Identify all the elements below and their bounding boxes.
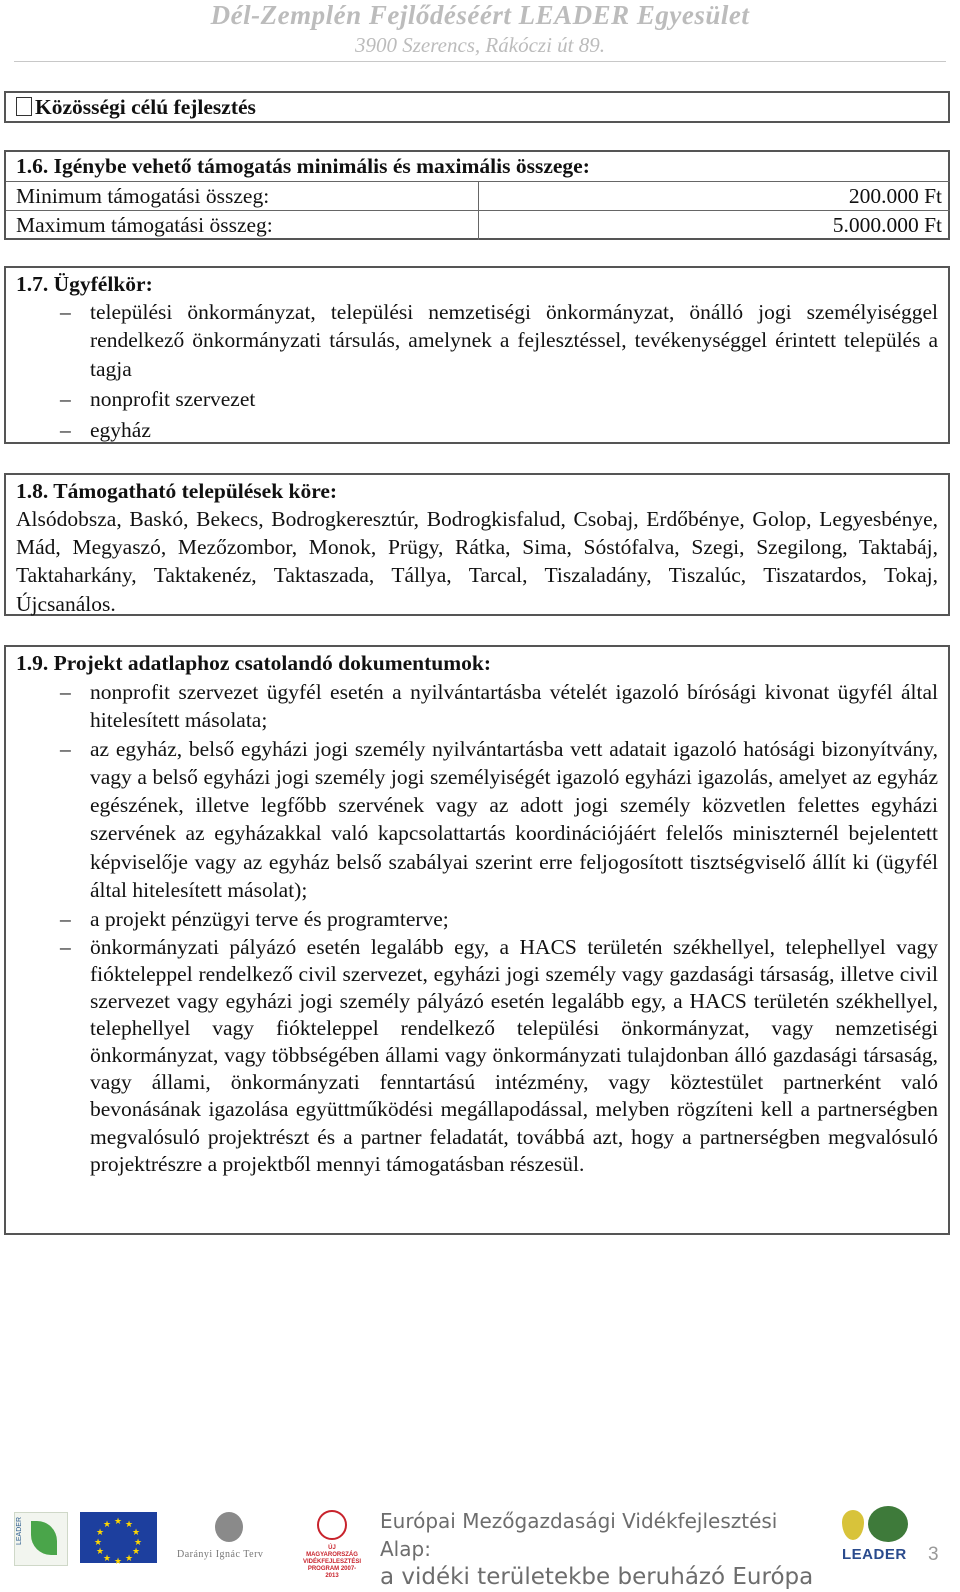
daranyi-terv-logo [177,1512,285,1564]
star-icon: ★ [114,1516,123,1526]
column-divider [478,211,479,240]
header-divider [14,61,946,62]
leader-logo-text: LEADER [16,1517,23,1546]
star-icon: ★ [96,1546,105,1556]
star-icon: ★ [103,1519,112,1529]
eu-flag-logo [80,1512,157,1566]
clients-list [16,298,938,444]
portrait-icon [215,1512,243,1542]
settlements-section [4,473,950,616]
letterhead [0,0,960,59]
eu-fund-text [380,1507,830,1592]
leader-logo [14,1512,68,1566]
footer-logos [0,1500,960,1590]
star-icon: ★ [96,1527,105,1537]
list-item: – nonprofit szervezet [16,385,938,413]
support-amount-table [4,150,950,240]
list-item: – az egyház, belső egyházi jogi személy nyilvántartásba vett adatait igazoló hatósági bizonyítvány, vagy a belső egyházi jogi személy jogi személyiségét igazoló egyházi igazolás, amelyet az egyház egészének, illetve legfőbb szervének vagy az adott jogi személy közvetlen felettes egyházi szervének az egyházakkal való kapcsolattartás koordinációjáért felelős miniszternél bejelentett képviselője vagy az egyház belső szabályai szerint erre feljogosított tisztségviselő állít ki (ügyfél által hitelesített másolat); [16,735,938,904]
dz-leader-word: LEADER [842,1546,907,1563]
eu-fund-line1: Európai Mezőgazdasági Vidékfejlesztési Alap: [380,1509,778,1561]
list-item: – nonprofit szervezet ügyfél esetén a nyilvántartásba vételét igazoló bírósági kivonat ügyfél által hitelesített másolata; [16,678,938,734]
list-item: – a projekt pénzügyi terve és programterve; [16,905,938,933]
star-icon: ★ [103,1553,112,1563]
star-icon: ★ [94,1537,103,1547]
del-zemplen-leader-logo [838,1506,912,1566]
table-row [6,210,950,240]
min-support-value: 200.000 Ft [848,184,942,208]
list-item: – települési önkormányzat, települési nemzetiségi önkormányzat, önálló jogi személyiséggel rendelkező önkormányzati társulás, amelynek a fejlesztéssel, tevékenységgel érintett település a tagja [16,298,938,383]
documents-list [16,678,938,1178]
organization-name: Dél-Zemplén Fejlődéséért LEADER Egyesület [210,0,750,30]
list-item: – önkormányzati pályázó esetén legalább egy, a HACS területén székhellyel, telephellyel vagy fiókteleppel rendelkező civil szervezet, egyházi jogi személy vagy gazdasági társaság, illetve civil szervezet vagy egyházi jogi személy pályázó esetén legalább egy, a HACS területén székhellyel, telephellyel vagy fiókteleppel rendelkező települési önkormányzat, vagy nemzetiségi önkormányzat, vagy többségében állami vagy önkormányzati tulajdonban álló gazdasági társaság, vagy állami, önkormányzati fenntartású intézmény, vagy köztestület partnerként való bevonásának igazolása együttműködési megállapodással, melyben rögzíteni kell a partnerségben megvalósuló projektrészt és a partner feladatát, továbbá azt, hogy a partnerségben megvalósuló projektrészre a projektből mennyi támogatásban részesül. [16,934,938,1178]
max-support-value: 5.000.000 Ft [832,213,942,237]
documents-heading: 1.9. Projekt adatlaphoz csatolandó dokumentumok: [16,651,492,675]
star-icon: ★ [125,1553,134,1563]
clients-section [4,266,950,444]
list-item: – egyház [16,416,938,444]
uj-magyarorszag-logo [303,1510,362,1579]
max-support-label: Maximum támogatási összeg: [16,213,273,237]
organization-address: 3900 Szerencs, Rákóczi út 89. [354,33,605,57]
checkbox-icon [16,97,32,116]
leaf-icon [31,1521,57,1555]
uj-magyarorszag-caption: ÚJ MAGYARORSZÁG VIDÉKFEJLESZTÉSI PROGRAM 2007-2013 [303,1545,362,1579]
checkbox-section [4,91,950,123]
star-icon: ★ [132,1527,141,1537]
column-divider [478,182,479,211]
table-row [6,181,950,211]
checkbox-label: Közösségi célú fejlesztés [35,95,256,119]
clients-heading: 1.7. Ügyfélkör: [16,272,153,296]
star-icon: ★ [132,1546,141,1556]
min-support-label: Minimum támogatási összeg: [16,184,270,208]
eu-fund-line2: a vidéki területekbe beruházó Európa [380,1564,814,1590]
tree-icon [868,1506,908,1542]
page-number: 3 [928,1544,939,1565]
emblem-icon [317,1510,347,1540]
documents-section [4,645,950,1235]
star-icon: ★ [114,1556,123,1566]
star-icon: ★ [125,1519,134,1529]
star-icon: ★ [134,1537,143,1547]
daranyi-caption: Darányi Ignác Terv [177,1549,264,1560]
support-heading: 1.6. Igénybe vehető támogatás minimális és maximális összege: [16,154,590,178]
settlements-text: Alsódobsza, Baskó, Bekecs, Bodrogkeresztúr, Bodrogkisfalud, Csobaj, Erdőbénye, Golop, Legyesbénye, Mád, Megyaszó, Mezőzombor, Monok, Prügy, Rátka, Sima, Sóstófalva, Szegi, Szegilong, Taktabáj, Taktaharkány, Taktakenéz, Taktaszada, Tállya, Tarcal, Tiszaladány, Tiszalúc, Tiszatardos, Tokaj, Újcsanálos. [16,507,938,616]
grapes-icon [842,1510,864,1540]
settlements-heading: 1.8. Támogatható települések köre: [16,479,338,503]
